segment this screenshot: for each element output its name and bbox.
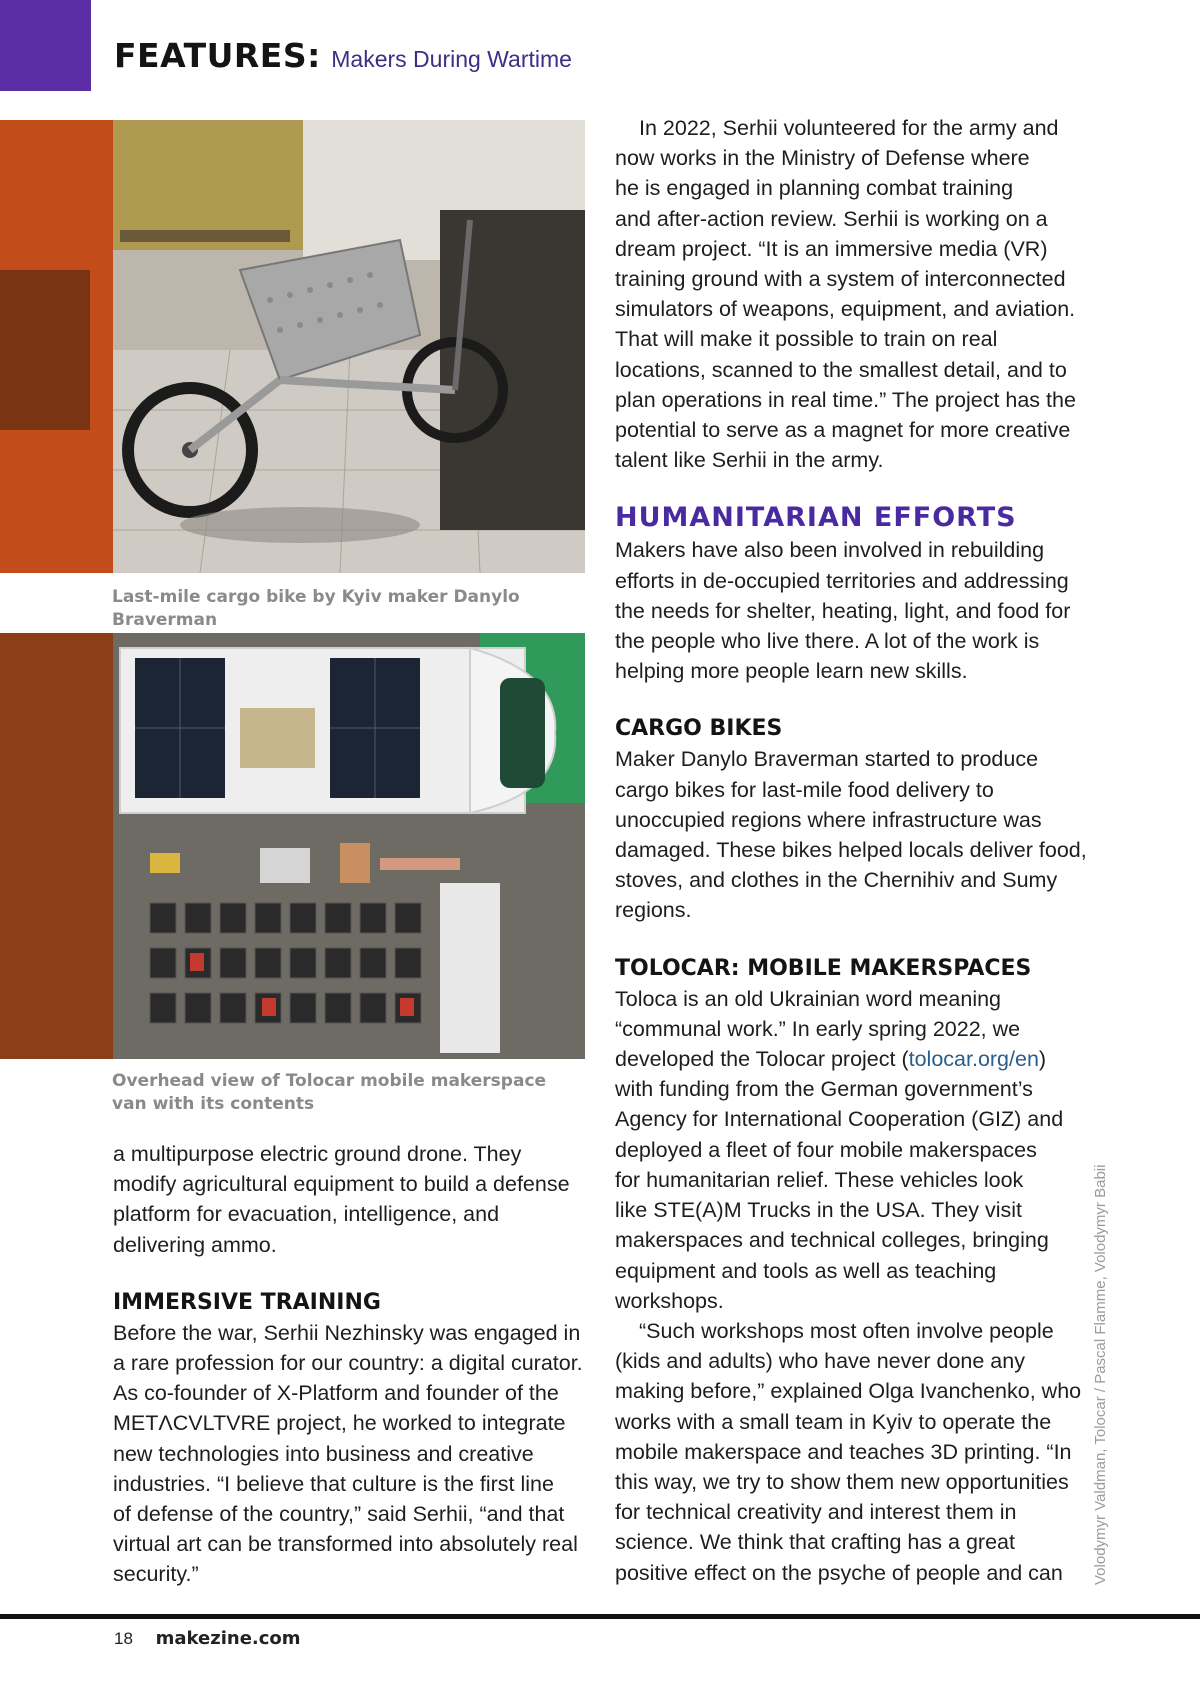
text-line: deployed a fleet of four mobile makerspaces bbox=[615, 1137, 1037, 1162]
text-line: That will make it possible to train on real bbox=[615, 327, 998, 352]
text-line: unoccupied regions where infrastructure was bbox=[615, 807, 1042, 832]
text-line: Toloca is an old Ukrainian word meaning bbox=[615, 986, 1002, 1011]
photo-credit: Volodymyr Valdman, Tolocar / Pascal Flamme, Volodymyr Babii bbox=[1092, 1164, 1109, 1585]
site-name[interactable]: makezine.com bbox=[155, 1628, 301, 1649]
page-number: 18 bbox=[114, 1629, 133, 1648]
text-line: cargo bikes for last-mile food delivery to bbox=[615, 777, 994, 802]
text-line: the needs for shelter, heating, light, and food for bbox=[615, 598, 1071, 623]
cargo-bike-caption: Last-mile cargo bike by Kyiv maker Danylo Braverman bbox=[112, 587, 520, 630]
text-line: METΛCVLTVRE project, he worked to integrate bbox=[113, 1411, 566, 1436]
text-fragment: developed the Tolocar project ( bbox=[615, 1047, 909, 1072]
section-color-tab bbox=[0, 0, 91, 91]
tolocar-link[interactable]: tolocar.org/en bbox=[908, 1047, 1039, 1072]
paragraph bbox=[615, 984, 1095, 1316]
text-line: dream project. “It is an immersive media (VR) bbox=[615, 236, 1048, 261]
text-line: the people who live there. A lot of the work is bbox=[615, 629, 1040, 654]
left-column-text bbox=[113, 1139, 593, 1590]
text-line: with funding from the German government’s bbox=[615, 1077, 1033, 1102]
text-line: for humanitarian relief. These vehicles look bbox=[615, 1167, 1024, 1192]
text-line: Agency for International Cooperation (GIZ) and bbox=[615, 1107, 1064, 1132]
text-line: mobile makerspace and teaches 3D printing. “In bbox=[615, 1439, 1072, 1464]
text-line: As co-founder of X-Platform and founder of the bbox=[113, 1381, 559, 1406]
text-line: positive effect on the psyche of people and can bbox=[615, 1560, 1063, 1585]
paragraph bbox=[615, 744, 1095, 925]
cargo-bike-photo bbox=[0, 120, 585, 573]
text-line: virtual art can be transformed into absolutely real bbox=[113, 1532, 578, 1557]
section-subtitle: Makers During Wartime bbox=[331, 46, 572, 72]
cargo-bikes-heading: CARGO BIKES bbox=[615, 716, 783, 742]
page-header bbox=[114, 36, 572, 75]
text-line: makerspaces and technical colleges, bringing bbox=[615, 1228, 1049, 1253]
text-line: new technologies into business and creative bbox=[113, 1441, 534, 1466]
text-line: (kids and adults) who have never done any bbox=[615, 1349, 1025, 1374]
text-line: helping more people learn new skills. bbox=[615, 659, 968, 684]
caption-line: Overhead view of Tolocar mobile makerspace bbox=[112, 1071, 547, 1091]
text-line: stoves, and clothes in the Chernihiv and Sumy bbox=[615, 868, 1058, 893]
humanitarian-efforts-heading: HUMANITARIAN EFFORTS bbox=[615, 502, 1017, 534]
text-fragment: ) bbox=[1038, 1047, 1047, 1072]
paragraph bbox=[615, 113, 1095, 475]
immersive-training-heading: IMMERSIVE TRAINING bbox=[113, 1289, 381, 1315]
tolocar-van-photo bbox=[0, 633, 585, 1059]
text-line: and after-action review. Serhii is working on a bbox=[615, 206, 1048, 231]
page-footer bbox=[114, 1628, 301, 1649]
paragraph bbox=[113, 1139, 593, 1260]
text-line: he is engaged in planning combat training bbox=[615, 176, 1014, 201]
text-line: workshops. bbox=[615, 1288, 724, 1313]
text-line: Maker Danylo Braverman started to produce bbox=[615, 747, 1039, 772]
text-line: security.” bbox=[113, 1562, 199, 1587]
text-line: delivering ammo. bbox=[113, 1232, 277, 1257]
text-line: works with a small team in Kyiv to operate the bbox=[615, 1409, 1052, 1434]
text-line: talent like Serhii in the army. bbox=[615, 448, 884, 473]
text-line: like STE(A)M Trucks in the USA. They visit bbox=[615, 1198, 1023, 1223]
paragraph bbox=[615, 535, 1095, 686]
text-line: potential to serve as a magnet for more creative bbox=[615, 418, 1071, 443]
text-line: Makers have also been involved in rebuilding bbox=[615, 538, 1045, 563]
text-line: locations, scanned to the smallest detail, and to bbox=[615, 357, 1067, 382]
footer-rule bbox=[0, 1614, 1200, 1619]
text-line: equipment and tools as well as teaching bbox=[615, 1258, 997, 1283]
text-line: a multipurpose electric ground drone. They bbox=[113, 1142, 522, 1166]
text-line bbox=[615, 1044, 1095, 1074]
text-line: “Such workshops most often involve people bbox=[639, 1318, 1054, 1343]
right-column-text bbox=[615, 113, 1095, 1588]
text-line: modify agricultural equipment to build a defense bbox=[113, 1172, 570, 1197]
text-line: damaged. These bikes helped locals deliver food, bbox=[615, 838, 1087, 863]
paragraph bbox=[615, 1316, 1095, 1588]
text-line: simulators of weapons, equipment, and aviation. bbox=[615, 297, 1076, 322]
paragraph bbox=[113, 1318, 593, 1590]
tolocar-van-caption bbox=[112, 1070, 592, 1116]
text-line: industries. “I believe that culture is the first line bbox=[113, 1471, 554, 1496]
text-line: science. We think that crafting has a great bbox=[615, 1530, 1015, 1555]
text-line: In 2022, Serhii volunteered for the army and bbox=[639, 116, 1059, 140]
text-line: regions. bbox=[615, 898, 692, 923]
text-line: “communal work.” In early spring 2022, we bbox=[615, 1016, 1021, 1041]
text-line: for technical creativity and interest them in bbox=[615, 1500, 1017, 1525]
text-line: now works in the Ministry of Defense where bbox=[615, 146, 1030, 171]
tolocar-heading: TOLOCAR: MOBILE MAKERSPACES bbox=[615, 955, 1032, 981]
section-label: FEATURES: bbox=[114, 36, 321, 75]
text-line: Before the war, Serhii Nezhinsky was engaged in bbox=[113, 1320, 581, 1345]
text-line: this way, we try to show them new opportunities bbox=[615, 1469, 1069, 1494]
text-line: of defense of the country,” said Serhii, “and that bbox=[113, 1502, 565, 1527]
text-line: a rare profession for our country: a digital curator. bbox=[113, 1351, 583, 1376]
text-line: platform for evacuation, intelligence, and bbox=[113, 1202, 500, 1227]
text-line: plan operations in real time.” The project has the bbox=[615, 387, 1076, 412]
text-line: training ground with a system of interconnected bbox=[615, 267, 1066, 292]
caption-line: van with its contents bbox=[112, 1094, 315, 1114]
text-line: efforts in de-occupied territories and addressing bbox=[615, 568, 1069, 593]
text-line: making before,” explained Olga Ivanchenko, who bbox=[615, 1379, 1082, 1404]
